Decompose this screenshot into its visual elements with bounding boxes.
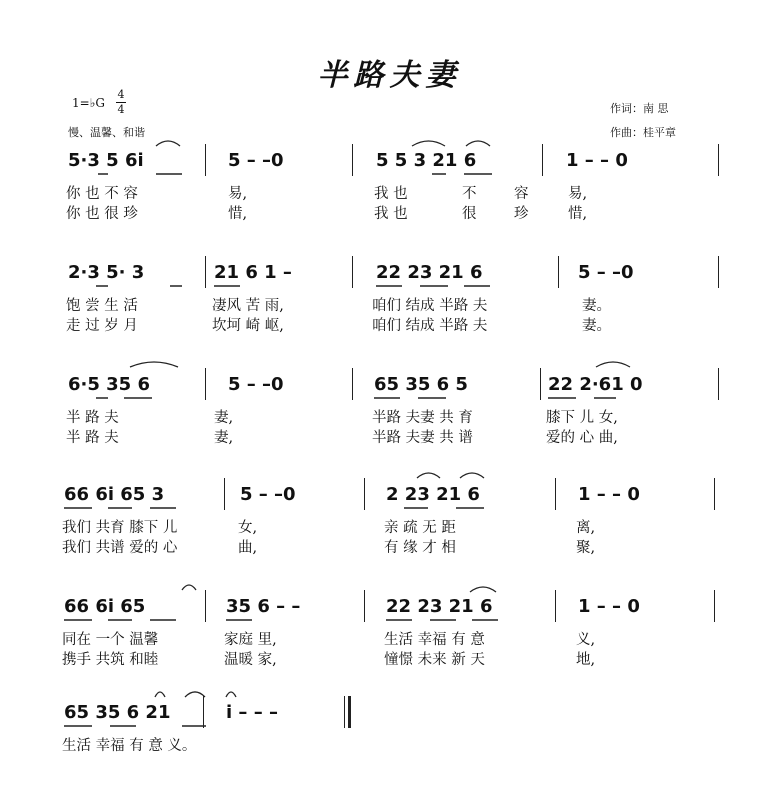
composer-credit: 作曲：桂平章 [610, 126, 676, 139]
notation-measure: 6·5 35 6 [68, 374, 150, 395]
lyric-verse-2: 爱的 心 曲, [546, 430, 618, 446]
lyric-verse-2: 咱们 结成 半路 夫 [372, 318, 488, 334]
notation-measure: 65 35 6 5 [374, 374, 468, 395]
lyric-verse-2: 聚, [576, 540, 596, 556]
notation-measure: 1 – – 0 [578, 596, 640, 617]
tempo-marking: 慢、温馨、和谐 [68, 126, 145, 139]
slur-mark [470, 587, 496, 592]
notation-measure: 5 – –0 [578, 262, 634, 283]
lyric-verse-1: 我们 共育 膝下 儿 [62, 520, 178, 536]
notation-measure: 35 6 – – [226, 596, 301, 617]
lyric-verse-1: 咱们 结成 半路 夫 [372, 298, 488, 314]
lyric-verse-2: 携手 共筑 和睦 [62, 652, 159, 668]
notation-measure: 5 – –0 [240, 484, 296, 505]
lyric-verse-2: 曲, [238, 540, 258, 556]
slur-mark [185, 692, 205, 697]
lyric-verse-2: 妻。 [582, 318, 611, 334]
lyric-verse-2: 很 [462, 206, 477, 222]
lyric-verse-2: 惜, [568, 206, 588, 222]
lyric-verse-1: 同在 一个 温馨 [62, 632, 159, 648]
lyric-verse-2: 惜, [228, 206, 248, 222]
song-title: 半路夫妻 [317, 58, 462, 93]
notation-measure: 1 – – 0 [578, 484, 640, 505]
slur-mark [412, 141, 445, 146]
lyric-verse-1: 我 也 [374, 186, 408, 202]
slur-mark [182, 585, 196, 590]
lyric-verse-2: 我们 共谱 爱的 心 [62, 540, 178, 556]
lyric-verse-1: 饱 尝 生 活 [66, 298, 138, 314]
lyric-verse-2: 妻, [214, 430, 234, 446]
slur-mark [466, 141, 490, 146]
lyric-verse-2: 地, [576, 652, 596, 668]
notation-measure: 22 23 21 6 [386, 596, 493, 617]
lyric-verse-1: 义, [576, 632, 596, 648]
notation-measure: 65 35 6 21 [64, 702, 171, 723]
notation-measure: 21 6 1 – [214, 262, 292, 283]
notation-measure: 22 23 21 6 [376, 262, 483, 283]
lyric-verse-2: 我 也 [374, 206, 408, 222]
lyric-verse-1: 家庭 里, [224, 632, 277, 648]
notation-measure: 5 – –0 [228, 374, 284, 395]
lyric-verse-1: 易, [228, 186, 248, 202]
slur-mark [417, 473, 440, 478]
lyric-verse-2: 珍 [514, 206, 529, 222]
lyric-verse-1: 生活 幸福 有 意 义。 [62, 738, 197, 754]
lyric-verse-2: 你 也 很 珍 [66, 206, 138, 222]
lyricist-credit: 作词：南 思 [610, 102, 669, 115]
slur-mark [130, 362, 178, 367]
slur-mark [156, 141, 180, 146]
slur-mark [460, 473, 484, 478]
lyric-verse-1: 容 [514, 186, 529, 202]
lyric-verse-2: 半路 夫妻 共 谱 [372, 430, 473, 446]
lyric-verse-1: 半路 夫妻 共 育 [372, 410, 473, 426]
lyric-verse-2: 坎坷 崎 岖, [212, 318, 284, 334]
notation-measure: 2 23 21 6 [386, 484, 480, 505]
lyric-verse-1: 离, [576, 520, 596, 536]
key-signature: 1=♭G [72, 96, 105, 110]
lyric-verse-2: 憧憬 未来 新 天 [384, 652, 485, 668]
lyric-verse-2: 走 过 岁 月 [66, 318, 138, 334]
lyric-verse-1: 不 [462, 186, 477, 202]
lyric-verse-1: 你 也 不 容 [66, 186, 138, 202]
lyric-verse-1: 妻, [214, 410, 234, 426]
notation-measure: i – – – [226, 702, 278, 723]
notation-measure: 66 6i 65 3 [64, 484, 165, 505]
lyric-verse-1: 易, [568, 186, 588, 202]
time-signature-beats: 4 [117, 88, 125, 101]
slur-mark [596, 362, 630, 367]
notation-measure: 2·3 5· 3 [68, 262, 145, 283]
lyric-verse-2: 有 缘 才 相 [384, 540, 456, 556]
lyric-verse-1: 半 路 夫 [66, 410, 119, 426]
notation-measure: 1 – – 0 [566, 150, 628, 171]
lyric-verse-1: 生活 幸福 有 意 [384, 632, 485, 648]
lyric-verse-1: 凄风 苦 雨, [212, 298, 284, 314]
notation-measure: 66 6i 65 [64, 596, 146, 617]
notation-measure: 5·3 5 6i [68, 150, 144, 171]
notation-measure: 5 – –0 [228, 150, 284, 171]
time-signature-unit: 4 [117, 103, 125, 116]
notation-measure: 22 2·61 0 [548, 374, 643, 395]
slur-mark [226, 692, 236, 697]
lyric-verse-1: 亲 疏 无 距 [384, 520, 456, 536]
slur-mark [155, 692, 165, 697]
lyric-verse-1: 膝下 儿 女, [546, 410, 618, 426]
lyric-verse-2: 温暖 家, [224, 652, 277, 668]
lyric-verse-2: 半 路 夫 [66, 430, 119, 446]
notation-measure: 5 5 3 21 6 [376, 150, 477, 171]
lyric-verse-1: 女, [238, 520, 258, 536]
lyric-verse-1: 妻。 [582, 298, 611, 314]
